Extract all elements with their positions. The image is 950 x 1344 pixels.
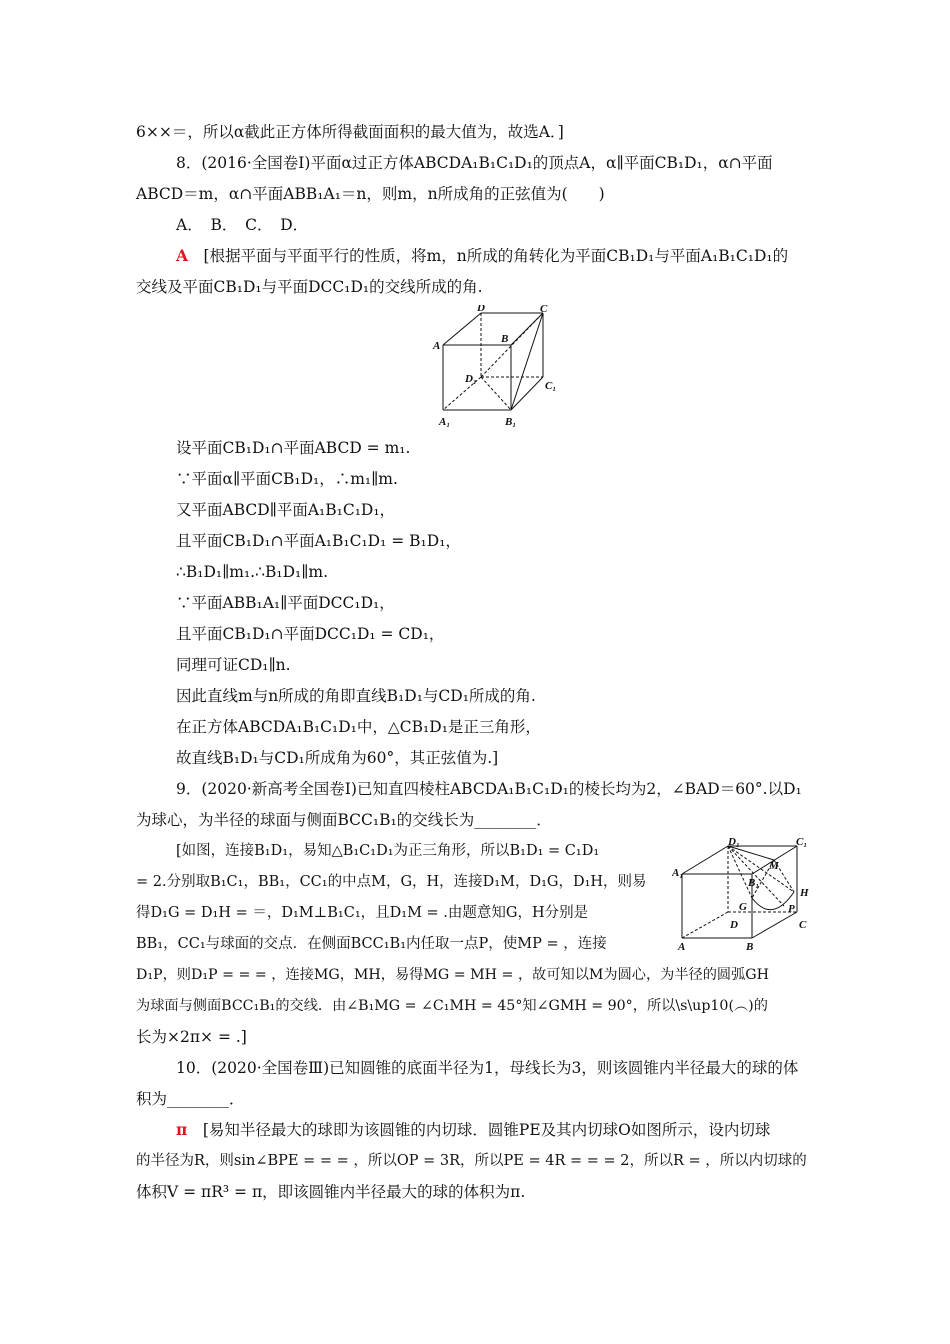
solution-8-line: A [根据平面与平面平行的性质，将m，n所成的角转化为平面CB₁D₁与平面A₁B₁C₁D₁的 — [176, 246, 789, 265]
text-line: 积为________． — [136, 1090, 245, 1108]
text-line: 在正方体ABCDA₁B₁C₁D₁中，△CB₁D₁是正三角形， — [176, 718, 541, 736]
label-C: C — [540, 305, 548, 315]
label-D: D — [477, 305, 485, 314]
label-P: P — [788, 903, 795, 915]
text-line: 为球心，为半径的球面与侧面BCC₁B₁的交线长为________． — [136, 811, 552, 829]
question-8-line: 8．(2016·全国卷Ⅰ)平面α过正方体ABCDA₁B₁C₁D₁的顶点A，α∥平面CB₁D₁，α∩平面 — [176, 154, 773, 172]
label-M: M — [769, 860, 779, 872]
text-line: 交线及平面CB₁D₁与平面DCC₁D₁的交线所成的角. — [136, 278, 483, 296]
label-A: A — [433, 340, 441, 352]
text-line: ∵平面ABB₁A₁∥平面DCC₁D₁， — [176, 594, 395, 612]
label-G: G — [739, 901, 747, 913]
label-B: B — [501, 333, 509, 345]
text-line: 且平面CB₁D₁∩平面A₁B₁C₁D₁ = B₁D₁， — [176, 532, 461, 550]
solution-9-line: [如图，连接B₁D₁，易知△B₁C₁D₁为正三角形，所以B₁D₁ = C₁D₁ — [176, 843, 600, 859]
label-B1: B₁ — [505, 416, 517, 428]
label-C: C — [799, 919, 807, 931]
text-line: 又平面ABCD∥平面A₁B₁C₁D₁， — [176, 501, 396, 519]
answer-tag: A — [176, 246, 189, 265]
label-B1: B₁ — [748, 877, 760, 889]
text-line: 因此直线m与n所成的角即直线B₁D₁与CD₁所成的角. — [176, 687, 536, 705]
question-9-line: 9．(2020·新高考全国卷Ⅰ)已知直四棱柱ABCDA₁B₁C₁D₁的棱长均为2，∠BAD＝60°.以D₁ — [176, 780, 802, 798]
question-10-line: 10．(2020·全国卷Ⅲ)已知圆锥的底面半径为1，母线长为3，则该圆锥内半径最大的球的体 — [176, 1059, 799, 1077]
text-line: ∵平面α∥平面CB₁D₁，∴m₁∥m. — [176, 470, 398, 488]
answer-tag: π — [176, 1120, 188, 1139]
text-line: 同理可证CD₁∥n. — [176, 656, 291, 674]
prism-figure — [672, 836, 820, 954]
text-line: 体积V = πR³ = π，即该圆锥内半径最大的球的体积为π. — [136, 1183, 526, 1201]
label-B: B — [746, 941, 754, 953]
label-D: D — [730, 919, 738, 931]
label-D1: D₁ — [728, 836, 740, 848]
label-H: H — [800, 887, 809, 899]
solution-10-line: π [易知半径最大的球即为该圆锥的内切球．圆锥PE及其内切球O如图所示，设内切球 — [176, 1120, 771, 1139]
label-C1: C₁ — [796, 836, 808, 848]
text-line: 为球面与侧面BCC₁B₁的交线．由∠B₁MG = ∠C₁MH = 45°知∠GMH = 90°，所以\s\up10(︵)的 — [136, 998, 768, 1014]
text-line: ABCD＝m，α∩平面ABB₁A₁＝n，则m，n所成角的正弦值为( ) — [136, 185, 605, 203]
text-line: = 2.分别取B₁C₁，BB₁，CC₁的中点M，G，H，连接D₁M，D₁G，D₁H，则易 — [136, 874, 647, 890]
answer-options: A． B． C． D． — [176, 216, 309, 234]
text-line: 且平面CB₁D₁∩平面DCC₁D₁ = CD₁， — [176, 625, 445, 643]
text-line: 设平面CB₁D₁∩平面ABCD = m₁. — [176, 439, 411, 457]
label-A: A — [678, 941, 686, 953]
label-C1: C₁ — [545, 380, 557, 392]
cube-figure — [425, 305, 565, 430]
text-line: 故直线B₁D₁与CD₁所成角为60°，其正弦值为.] — [176, 749, 499, 767]
text-line: ∴B₁D₁∥m₁.∴B₁D₁∥m. — [176, 563, 328, 581]
text-line: 得D₁G = D₁H = ＝，D₁M⊥B₁C₁，且D₁M = .由题意知G，H分别是 — [136, 905, 589, 921]
text-line: D₁P，则D₁P = = = ，连接MG，MH，易得MG = MH = ，故可知以M为圆心，为半径的圆弧GH — [136, 967, 769, 983]
text-line: BB₁，CC₁与球面的交点．在侧面BCC₁B₁内任取一点P，使MP = ，连接 — [136, 936, 607, 952]
text-line: 的半径为R，则sin∠BPE = = = ，所以OP = 3R，所以PE = 4R = = = 2，所以R = ，所以内切球的 — [136, 1153, 807, 1169]
label-D1: D₁ — [465, 373, 477, 385]
label-A1: A₁ — [672, 867, 684, 879]
text-line: 6××＝，所以α截此正方体所得截面面积的最大值为，故选A．] — [136, 123, 564, 141]
label-A1: A₁ — [439, 416, 451, 428]
text-line: 长为×2π× = .] — [136, 1028, 247, 1046]
